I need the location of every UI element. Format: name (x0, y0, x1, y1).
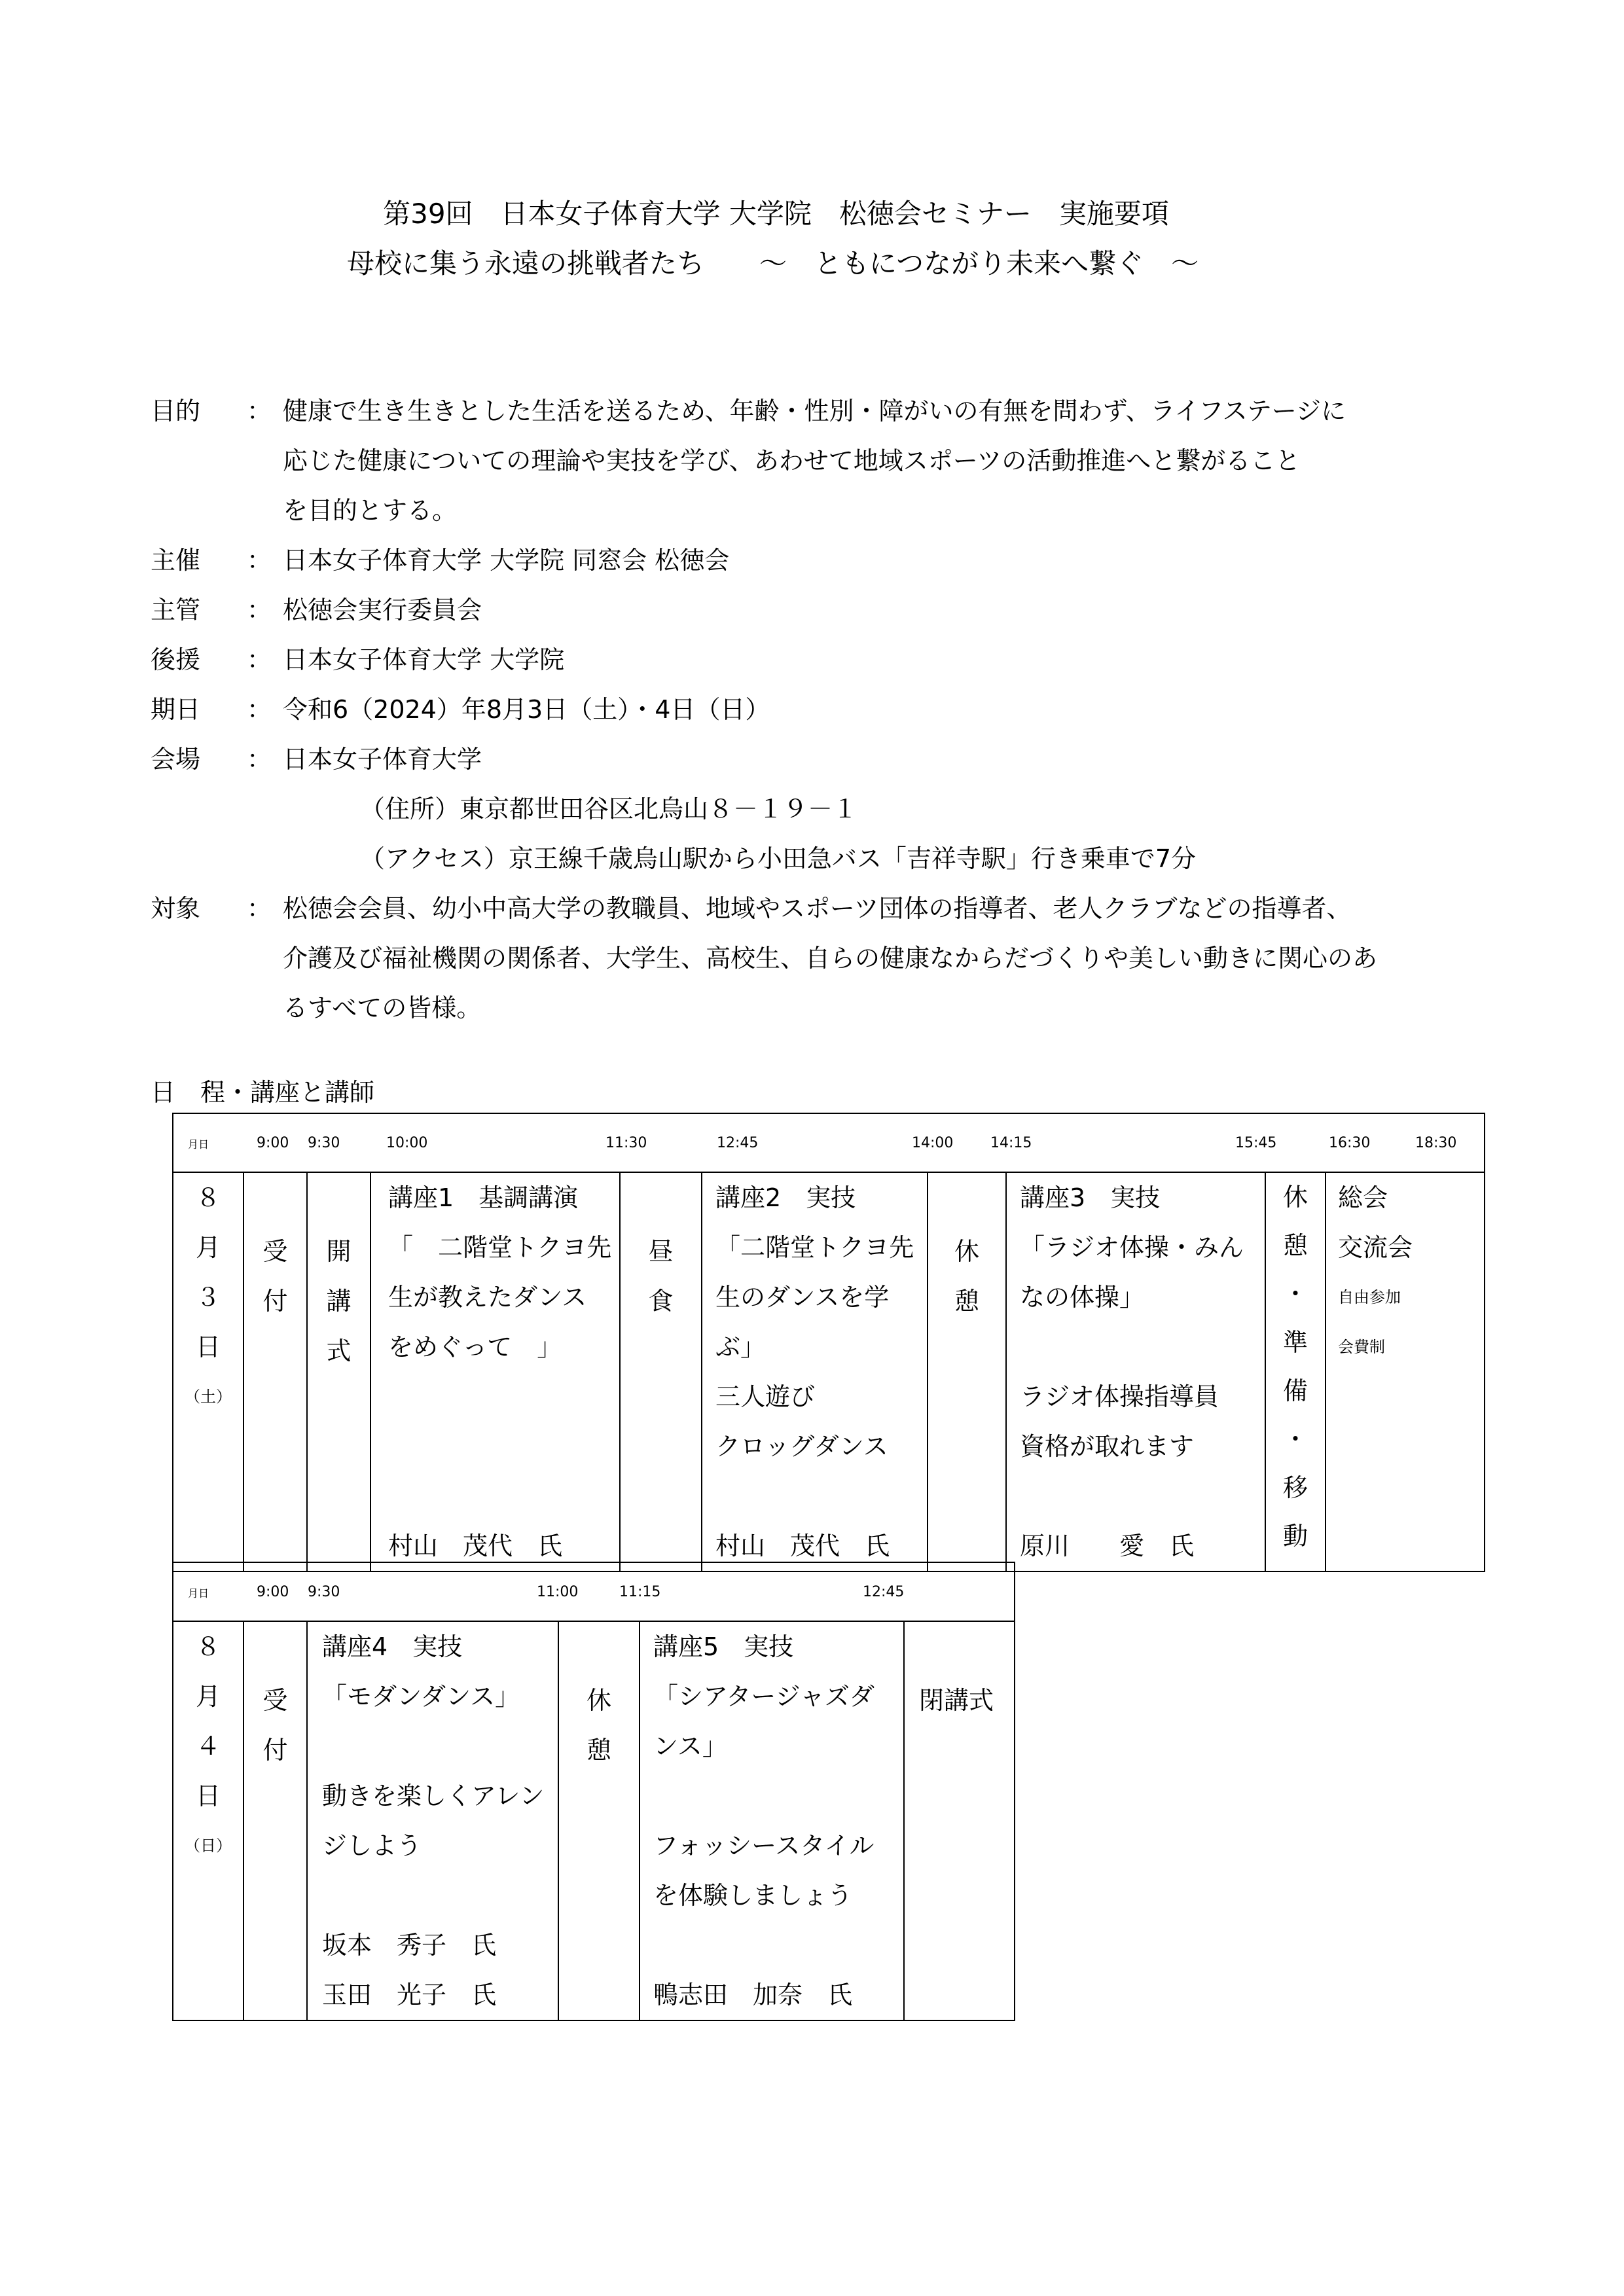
month-day-label: 月日 (188, 1587, 209, 1600)
lecture2-instructor: 村山 茂代 氏 (715, 1532, 890, 1560)
schedule-table-day1 (172, 1113, 1485, 1572)
info-value: 日本女子体育大学 大学院 (283, 645, 565, 674)
info-value (283, 386, 1494, 535)
lecture2-line: 講座2 実技 (715, 1183, 856, 1212)
month-day-label: 月日 (188, 1138, 209, 1151)
document-subtitle: 母校に集う永遠の挑戦者たち ～ ともにつながり未来へ繋ぐ ～ (347, 247, 1199, 279)
weekday: （土） (185, 1388, 232, 1406)
info-row-target (151, 884, 1525, 1033)
info-separator: ： (246, 546, 272, 575)
lecture1-line: 講座1 基調講演 (388, 1183, 579, 1212)
info-label: 後援 (151, 645, 201, 674)
lecture4-cell (307, 1621, 558, 2020)
time-label: 14:00 (912, 1135, 954, 1151)
info-row-host (151, 535, 1525, 585)
lecture1-instructor: 村山 茂代 氏 (388, 1532, 563, 1560)
break-cell (558, 1621, 640, 2020)
lecture5-instructor: 鴨志田 加奈 氏 (653, 1981, 853, 2009)
lecture5-line: フォッシースタイル (653, 1831, 875, 1860)
lecture3-line (1020, 1322, 1265, 1372)
lecture3-line: 「ラジオ体操・みん (1020, 1233, 1244, 1262)
lecture3-line: 資格が取れます (1020, 1432, 1195, 1461)
purpose-line: 健康で生き生きとした生活を送るため、年齢・性別・障がいの有無を問わず、ライフステージに (283, 397, 1346, 425)
rest-move-char: 休 (1282, 1183, 1308, 1211)
lecture5-line: 講座5 実技 (653, 1632, 794, 1661)
closing-label: 閉講式 (919, 1686, 994, 1715)
info-value: 日本女子体育大学 大学院 同窓会 松徳会 (283, 546, 730, 575)
time-label: 14:15 (990, 1135, 1032, 1151)
general-line: 総会 (1338, 1183, 1388, 1212)
general-meeting-cell (1326, 1172, 1485, 1571)
target-line: 松徳会会員、幼小中高大学の教職員、地域やスポーツ団体の指導者、老人クラブなどの指導者、 (283, 894, 1352, 923)
lecture1-line: をめぐって 」 (388, 1333, 562, 1361)
info-label: 主催 (151, 546, 201, 575)
info-value (283, 884, 1494, 1033)
purpose-line: を目的とする。 (283, 496, 458, 525)
reception-cell (244, 1621, 307, 2020)
rest-move-char: ・ (1282, 1425, 1308, 1454)
rest-move-cell (1265, 1172, 1326, 1571)
info-label: 対象 (151, 894, 201, 923)
general-note: 自由参加 (1338, 1288, 1401, 1306)
lecture4-instructor: 坂本 秀子 氏 (322, 1931, 497, 1960)
document-title: 第39回 日本女子体育大学 大学院 松徳会セミナー 実施要項 (383, 198, 1169, 230)
lecture1-cell (370, 1172, 620, 1571)
time-label: 10:00 (386, 1135, 428, 1151)
info-label: 期日 (151, 695, 201, 724)
info-separator: ： (246, 397, 272, 425)
info-separator: ： (246, 894, 272, 923)
lecture2-line: 生のダンスを学 (715, 1283, 890, 1312)
reception-char: 付 (262, 1287, 288, 1316)
opening-char: 開 (326, 1237, 352, 1266)
lecture2-cell (702, 1172, 928, 1571)
lecture2-line: 「二階堂トクヨ先 (715, 1233, 914, 1262)
info-value: 日本女子体育大学 (283, 745, 482, 774)
reception-char: 受 (262, 1686, 288, 1715)
target-line: 介護及び福祉機関の関係者、大学生、高校生、自らの健康なからだづくりや美しい動きに関心のあ (283, 944, 1378, 973)
general-line: 交流会 (1338, 1233, 1413, 1262)
lecture4-line: 講座4 実技 (322, 1632, 463, 1661)
lecture5-line: ンス」 (653, 1732, 727, 1761)
rest-move-char: 移 (1282, 1473, 1308, 1502)
info-value: 令和6（2024）年8月3日（土）・4日（日） (283, 695, 770, 724)
lecture5-line (653, 1771, 903, 1821)
info-separator: ： (246, 745, 272, 774)
rest-move-char: 憩 (1282, 1231, 1308, 1260)
lecture1-line: 生が教えたダンス (388, 1283, 587, 1312)
time-label: 9:30 (308, 1584, 340, 1600)
lecture5-line: 「シアタージャズダ (653, 1682, 875, 1711)
lecture5-cell (640, 1621, 904, 2020)
venue-address: （住所）東京都世田谷区北烏山８－１９－１ (360, 795, 858, 823)
lecture2-line: ぶ」 (715, 1333, 766, 1361)
info-value: 松徳会実行委員会 (283, 596, 482, 624)
date-char: 月 (195, 1682, 221, 1711)
lecture4-instructor: 玉田 光子 氏 (322, 1981, 497, 2009)
lecture4-line (322, 1871, 558, 1920)
lecture3-line: なの体操」 (1020, 1283, 1145, 1312)
schedule-heading: 日 程・講座と講師 (151, 1078, 375, 1107)
break-char: 休 (954, 1237, 979, 1266)
date-char: ８ (195, 1183, 221, 1212)
lecture1-line: 「 二階堂トクヨ先 (388, 1233, 612, 1262)
lunch-char: 昼 (648, 1237, 674, 1266)
info-label: 会場 (151, 745, 201, 774)
time-label: 9:00 (257, 1135, 289, 1151)
info-section (151, 386, 1525, 1033)
lecture3-line: 講座3 実技 (1020, 1183, 1161, 1212)
info-row-date (151, 685, 1525, 734)
reception-char: 付 (262, 1736, 288, 1765)
date-char: ３ (195, 1283, 221, 1312)
time-label: 18:30 (1415, 1135, 1457, 1151)
date-cell (173, 1172, 244, 1571)
lunch-char: 食 (648, 1287, 674, 1316)
date-char: 月 (195, 1233, 221, 1262)
break-char: 憩 (954, 1287, 979, 1316)
info-label: 主管 (151, 596, 201, 624)
lecture4-line: 動きを楽しくアレン (322, 1782, 545, 1810)
info-separator: ： (246, 695, 272, 724)
rest-move-char: ・ (1282, 1280, 1308, 1308)
info-row-organizer (151, 585, 1525, 635)
time-label: 12:45 (717, 1135, 759, 1151)
lecture5-line: を体験しましょう (653, 1881, 853, 1910)
time-label: 9:00 (257, 1584, 289, 1600)
time-row (173, 1113, 1485, 1172)
lecture4-line (322, 1721, 558, 1771)
time-label: 11:00 (537, 1584, 579, 1600)
date-char: ４ (195, 1732, 221, 1761)
break-cell (928, 1172, 1006, 1571)
opening-ceremony-cell (307, 1172, 370, 1571)
lecture5-line (653, 1920, 903, 1970)
rest-move-char: 準 (1282, 1328, 1308, 1357)
lecture3-line: ラジオ体操指導員 (1020, 1382, 1219, 1411)
info-row-venue (151, 734, 1525, 784)
lecture4-line: 「モダンダンス」 (322, 1682, 520, 1711)
time-label: 9:30 (308, 1135, 340, 1151)
lecture3-cell (1006, 1172, 1265, 1571)
lecture2-line: 三人遊び (715, 1382, 816, 1411)
rest-move-char: 備 (1282, 1376, 1308, 1405)
lecture4-line: ジしよう (322, 1831, 422, 1860)
date-char: 日 (195, 1333, 221, 1361)
time-label: 11:15 (619, 1584, 661, 1600)
purpose-line: 応じた健康についての理論や実技を学び、あわせて地域スポーツの活動推進へと繋がること (283, 446, 1301, 475)
time-label: 16:30 (1329, 1135, 1371, 1151)
lunch-cell (620, 1172, 702, 1571)
info-separator: ： (246, 596, 272, 624)
info-label: 目的 (151, 397, 201, 425)
break-char: 休 (586, 1686, 611, 1715)
opening-char: 講 (326, 1287, 352, 1316)
weekday: （日） (185, 1837, 232, 1855)
time-label: 12:45 (863, 1584, 905, 1600)
info-row-support (151, 635, 1525, 685)
lecture3-instructor: 原川 愛 氏 (1020, 1532, 1195, 1560)
info-separator: ： (246, 645, 272, 674)
time-row (173, 1562, 1015, 1621)
opening-char: 式 (326, 1336, 352, 1365)
reception-char: 受 (262, 1237, 288, 1266)
date-cell (173, 1621, 244, 2020)
break-char: 憩 (586, 1736, 611, 1765)
info-row-purpose (151, 386, 1525, 535)
general-note: 会費制 (1338, 1338, 1385, 1356)
target-line: るすべての皆様。 (283, 994, 482, 1022)
date-char: ８ (195, 1632, 221, 1661)
closing-ceremony-cell (904, 1621, 1015, 2020)
time-label: 15:45 (1235, 1135, 1277, 1151)
reception-cell (244, 1172, 307, 1571)
date-char: 日 (195, 1782, 221, 1810)
schedule-table-day2 (172, 1562, 1015, 2021)
rest-move-char: 動 (1282, 1522, 1308, 1551)
lecture2-line: クロッグダンス (715, 1432, 888, 1461)
time-label: 11:30 (605, 1135, 647, 1151)
venue-access: （アクセス）京王線千歳烏山駅から小田急バス「吉祥寺駅」行き乗車で7分 (360, 844, 1197, 873)
